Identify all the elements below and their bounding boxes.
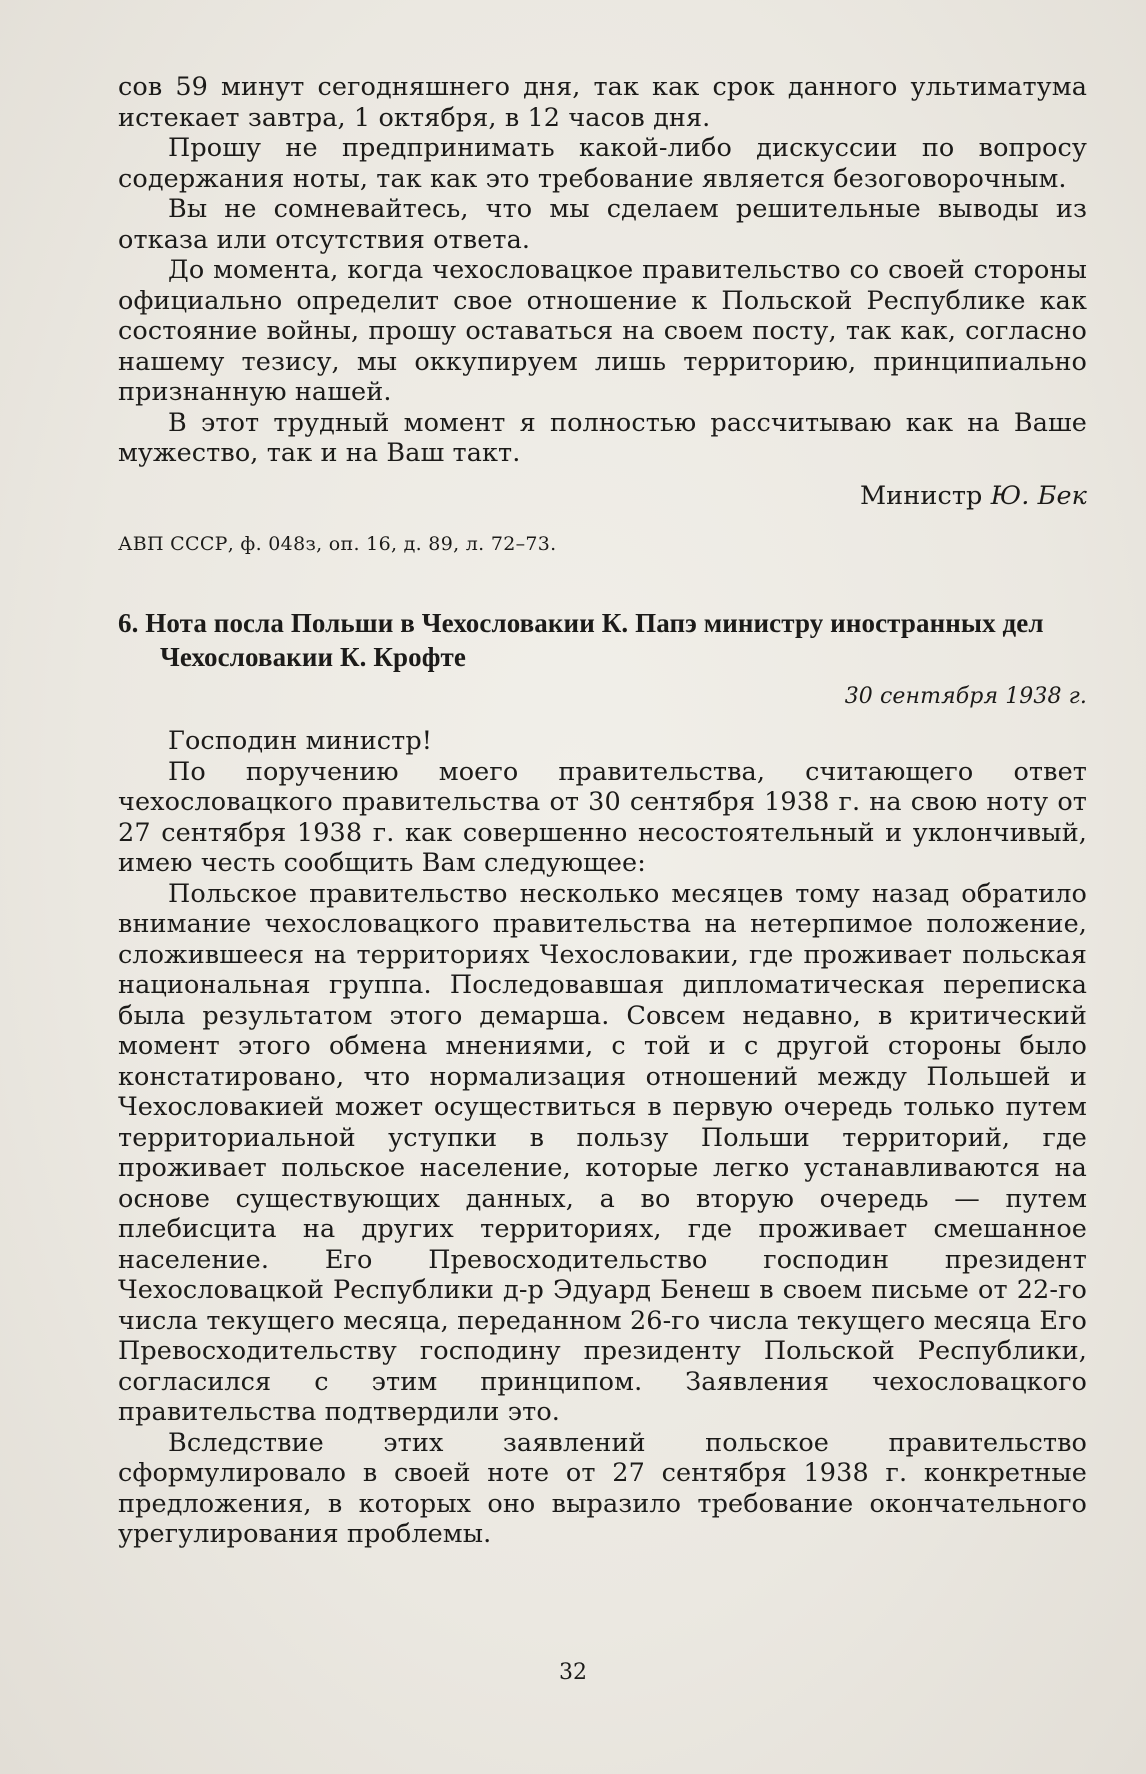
page-text-block <box>118 72 1087 1550</box>
paragraph-polish-government: Польское правительство несколько месяцев тому назад обратило внимание чехословацкого правительства на нетерпимое положение, сложившееся на территориях Чехословакии, где проживает польская национальная группа. Последовавшая дипломатическая переписка была результатом этого демарша. Совсем недавно, в критический момент этого обмена мнениями, с той и с другой стороны было констатировано, что нормализация отношений между Польшей и Чехословакией может осуществиться в первую очередь только путем территориальной уступки в пользу Польши территорий, где проживает польское население, которые легко устанавливаются на основе существующих данных, а во вторую очередь — путем плебисцита на других территориях, где проживает смешанное население. Его Превосходительство господин президент Чехословацкой Республики д-р Эдуард Бенеш в своем письме от 22-го числа текущего месяца, переданном 26-го числа текущего месяца Его Превосходительству господину президенту Польской Республики, согласился с этим принципом. Заявления чехословацкого правительства подтвердили это. <box>118 878 1087 1427</box>
paragraph-conclusions: Вы не сомневайтесь, что мы сделаем решительные выводы из отказа или отсутствия ответа. <box>118 194 1087 255</box>
paragraph-stay-at-post: До момента, когда чехословацкое правительство со своей стороны официально определит свое отношение к Польской Республике как состояние войны, прошу оставаться на своем посту, так как, согласно нашему тезису, мы оккупируем лишь территорию, принципиально признанную нашей. <box>118 255 1087 407</box>
signature-name: Ю. Бек <box>990 480 1087 511</box>
document-heading: 6. Нота посла Польши в Чехословакии К. Папэ министру иностранных дел Чехословакии К. Крофте <box>118 607 1044 672</box>
archive-reference: АВП СССР, ф. 048з, оп. 16, д. 89, л. 72–73. <box>118 533 557 555</box>
signature-line <box>118 481 1087 512</box>
document-date: 30 сентября 1938 г. <box>844 683 1087 709</box>
page-number: 32 <box>559 1660 587 1685</box>
paragraph-consequences: Вследствие этих заявлений польское правительство сформулировало в своей ноте от 27 сентября 1938 г. конкретные предложения, в которых оно выразило требование окончательного урегулирования проблемы. <box>118 1427 1087 1549</box>
paragraph-on-instruction: По поручению моего правительства, считающего ответ чехословацкого правительства от 30 сентября 1938 г. на свою ноту от 27 сентября 1938 г. как совершенно несостоятельный и уклончивый, имею честь сообщить Вам следующее: <box>118 756 1087 878</box>
greeting: Господин министр! <box>168 726 433 756</box>
signature-title: Министр <box>859 480 983 511</box>
paragraph-courage-and-tact: В этот трудный момент я полностью рассчитываю как на Ваше мужество, так и на Ваш такт. <box>118 407 1087 468</box>
paragraph-no-discussion: Прошу не предпринимать какой-либо дискуссии по вопросу содержания ноты, так как это требование является безоговорочным. <box>118 133 1087 194</box>
paragraph-ultimatum-deadline: сов 59 минут сегодняшнего дня, так как срок данного ультиматума истекает завтра, 1 октября, в 12 часов дня. <box>118 72 1087 133</box>
